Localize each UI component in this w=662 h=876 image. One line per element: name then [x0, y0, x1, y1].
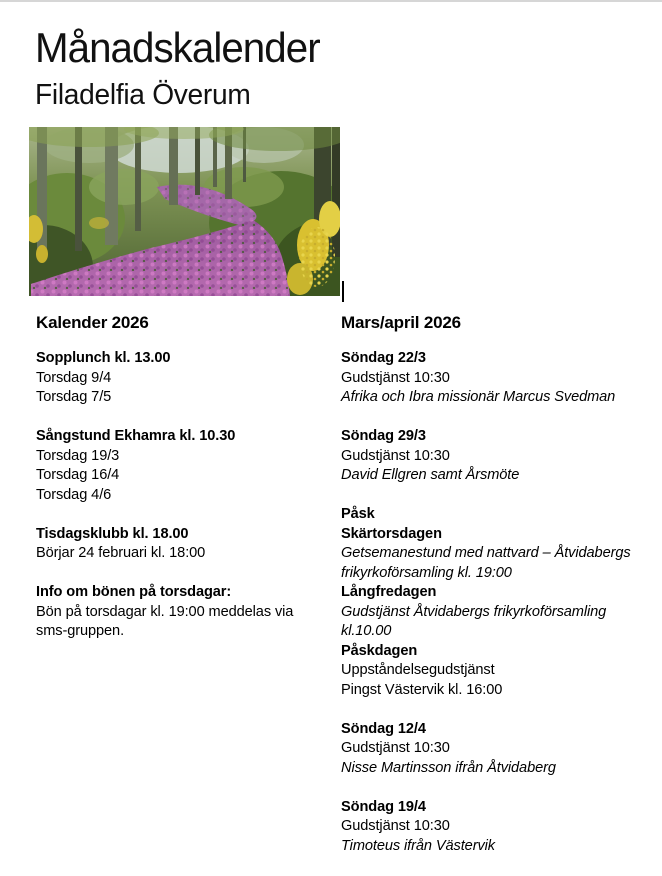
event-group: [341, 798, 657, 857]
text-line: frikyrkoförsamling kl. 19:00: [341, 564, 512, 581]
text-line: Torsdag 7/5: [36, 389, 112, 405]
text-line: Gudstjänst 10:30: [341, 818, 450, 834]
text-line: Tisdagsklubb kl. 18.00: [36, 525, 189, 542]
event-group: [341, 349, 657, 408]
event-group: [341, 505, 657, 700]
left-column: [36, 311, 336, 661]
document-title: Månadskalender: [35, 24, 320, 72]
left-column-heading: Kalender 2026: [36, 313, 149, 332]
right-column-heading: Mars/april 2026: [341, 313, 461, 332]
text-line: Påskdagen: [341, 642, 418, 659]
text-line: Torsdag 19/3: [36, 447, 120, 464]
event-group: [36, 349, 336, 408]
text-line: Påsk: [341, 506, 375, 522]
text-line: Gudstjänst 10:30: [341, 740, 450, 756]
left-column-groups: [36, 349, 336, 642]
tulip-forest-illustration: [29, 127, 340, 296]
right-column-groups: [341, 349, 657, 856]
event-group: [36, 427, 336, 505]
text-line: Börjar 24 februari kl. 18:00: [36, 545, 206, 561]
text-line: Långfredagen: [341, 584, 437, 600]
text-line: sms-gruppen.: [36, 623, 125, 639]
text-line: Torsdag 4/6: [36, 486, 112, 503]
text-line: Gudstjänst Åtvidabergs frikyrkoförsamling: [341, 603, 607, 620]
event-group: [341, 720, 657, 779]
header-photo: [29, 127, 340, 296]
text-line: Torsdag 16/4: [36, 467, 120, 483]
text-line: Afrika och Ibra missionär Marcus Svedman: [341, 389, 616, 405]
event-group: [36, 525, 336, 564]
text-line: Sopplunch kl. 13.00: [36, 350, 171, 366]
page-top-border: [0, 0, 662, 2]
text-line: kl.10.00: [341, 623, 392, 639]
event-group: [341, 427, 657, 486]
text-cursor: [342, 281, 344, 302]
text-line: Pingst Västervik kl. 16:00: [341, 681, 503, 698]
text-line: Gudstjänst 10:30: [341, 369, 450, 386]
text-line: Getsemanestund med nattvard – Åtvidabergs: [341, 545, 631, 561]
text-line: Gudstjänst 10:30: [341, 447, 450, 464]
text-line: Bön på torsdagar kl. 19:00 meddelas via: [36, 603, 294, 620]
text-line: Timoteus ifrån Västervik: [341, 837, 495, 854]
text-line: Info om bönen på torsdagar:: [36, 584, 232, 600]
text-line: Torsdag 9/4: [36, 369, 112, 386]
event-group: [36, 583, 336, 642]
text-line: Sångstund Ekhamra kl. 10.30: [36, 428, 236, 444]
text-line: Uppståndelsegudstjänst: [341, 662, 495, 678]
text-line: Söndag 19/4: [341, 798, 426, 815]
text-line: Söndag 29/3: [341, 428, 426, 444]
text-line: Nisse Martinsson ifrån Åtvidaberg: [341, 759, 556, 776]
text-line: Söndag 12/4: [341, 720, 426, 737]
text-line: Söndag 22/3: [341, 350, 426, 366]
text-line: Skärtorsdagen: [341, 525, 442, 542]
right-column: [341, 311, 657, 876]
text-line: David Ellgren samt Årsmöte: [341, 467, 520, 483]
document-subtitle: Filadelfia Överum: [35, 79, 251, 112]
